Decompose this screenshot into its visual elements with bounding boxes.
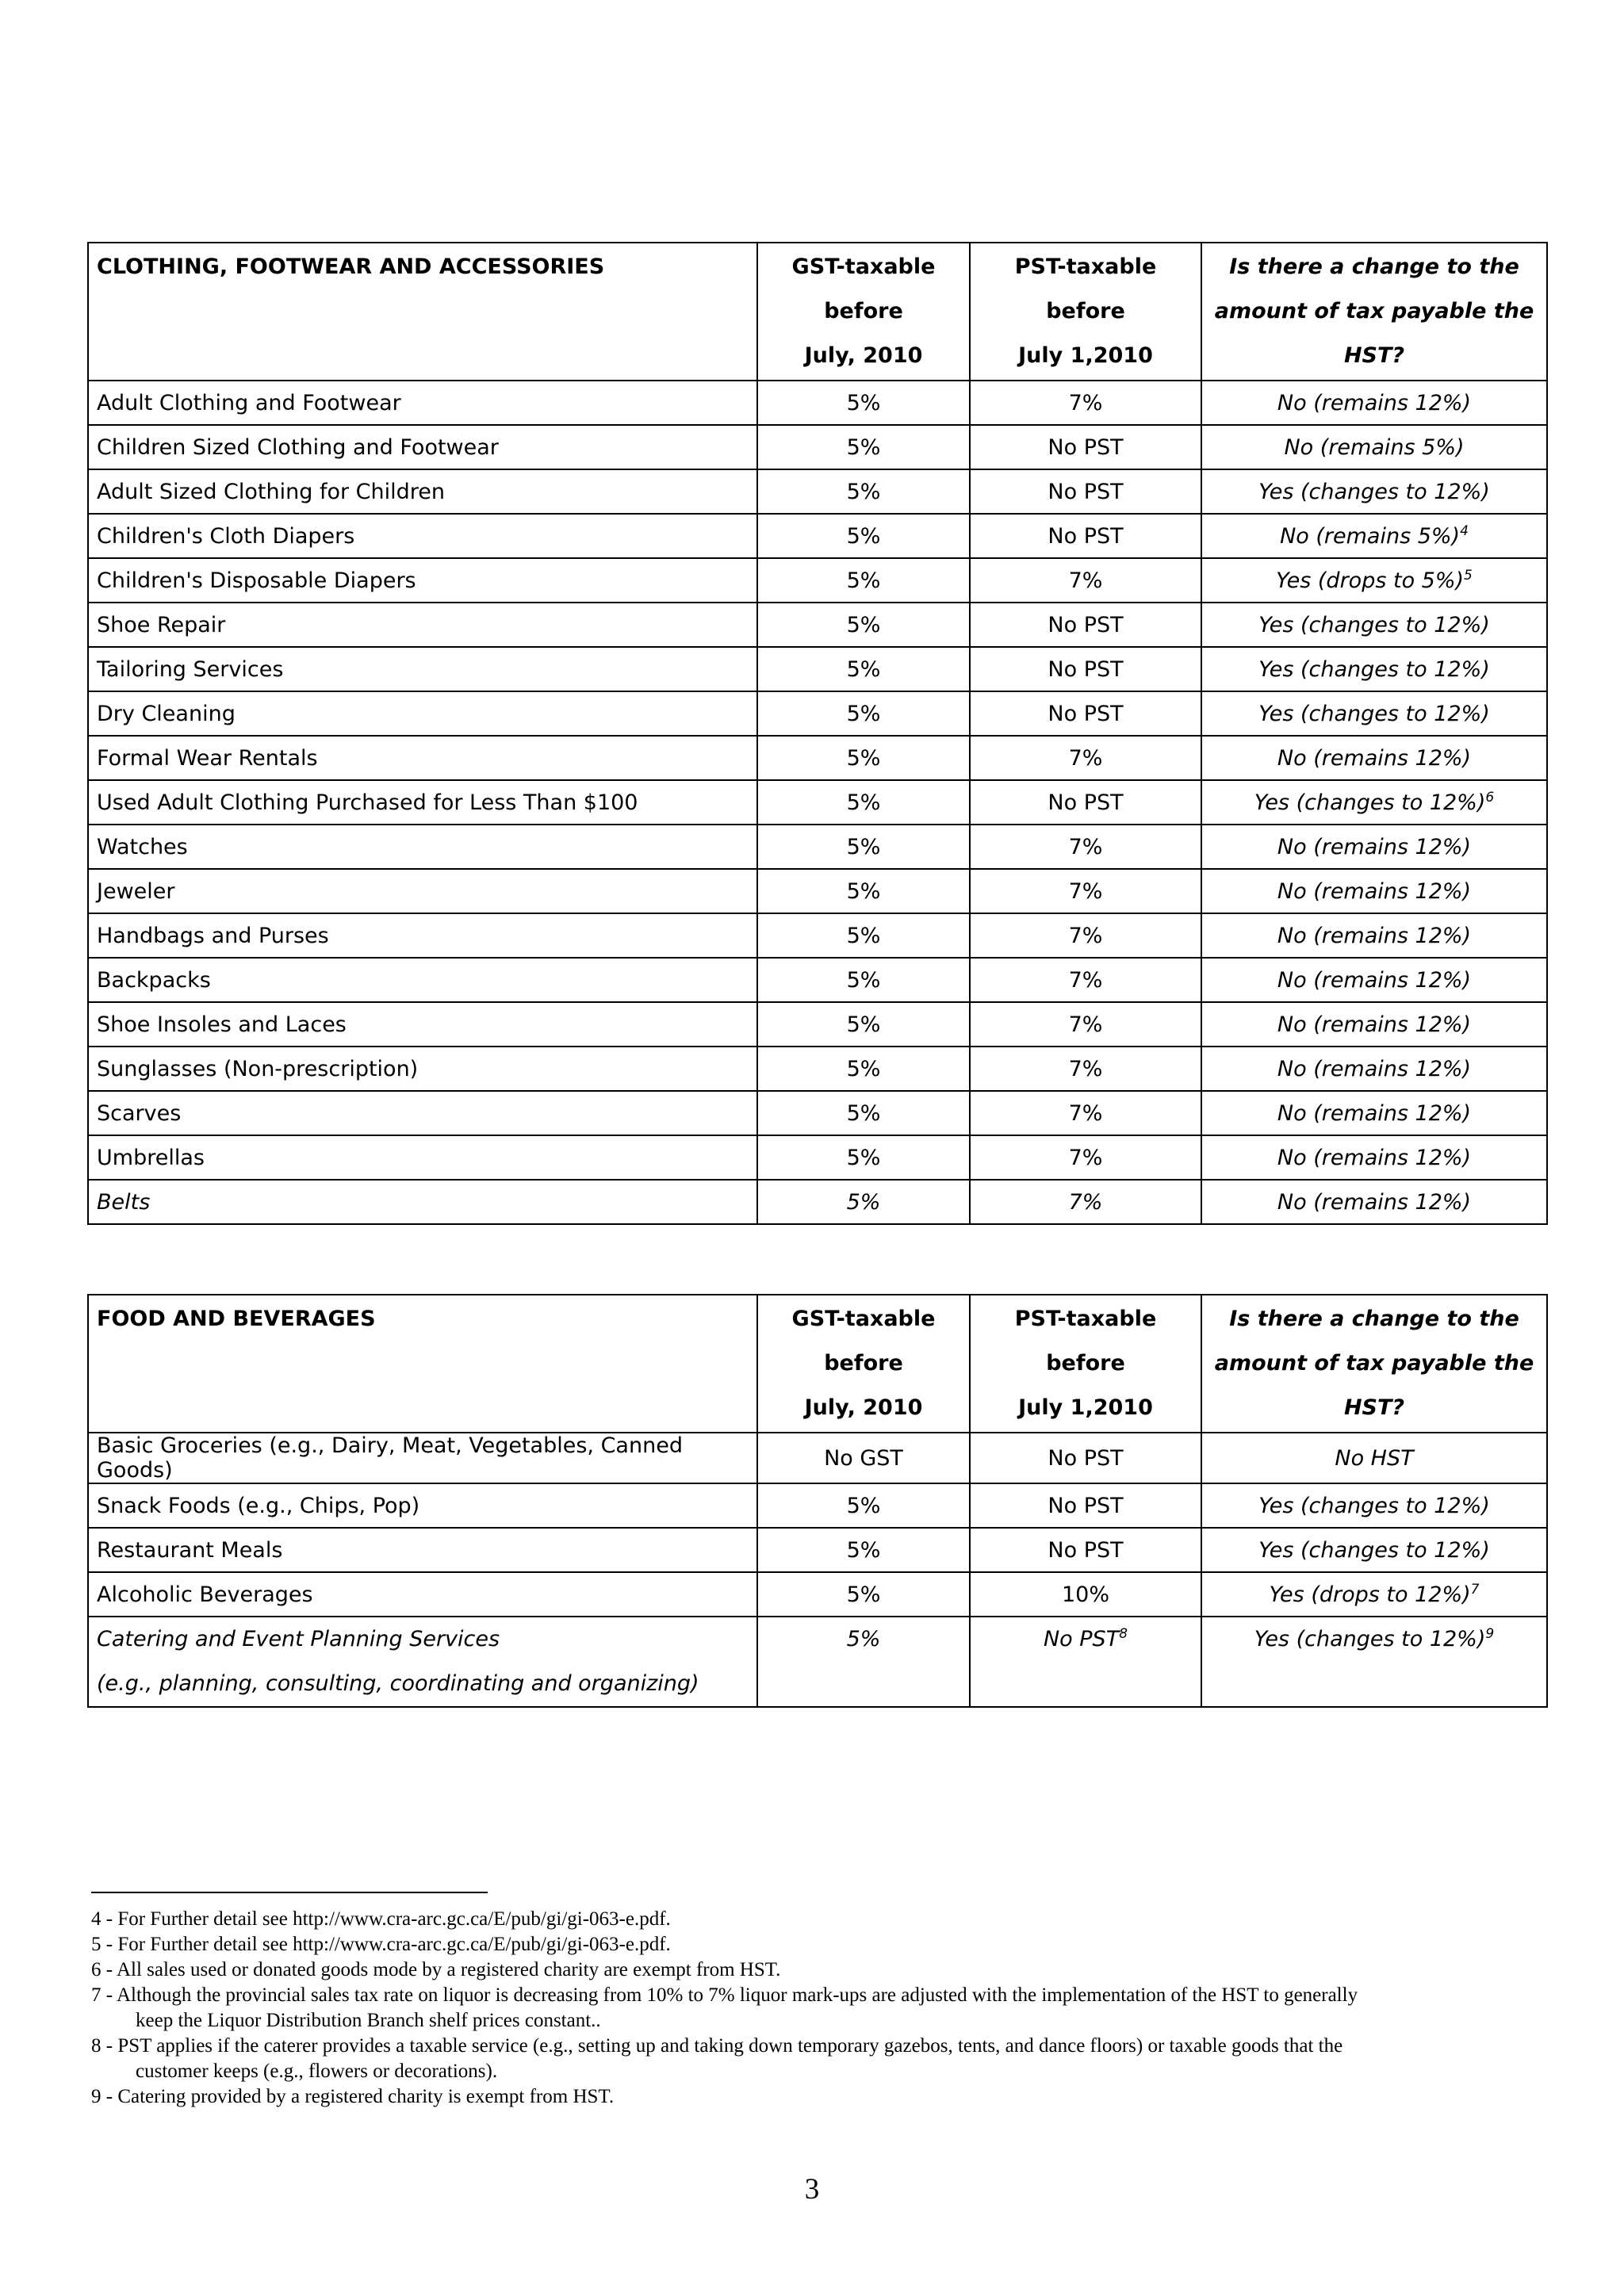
table-row <box>88 381 1547 425</box>
table-row <box>88 825 1547 869</box>
table-row <box>88 869 1547 913</box>
item-cell <box>88 869 757 913</box>
gst-cell: 5% <box>757 1617 970 1707</box>
footnote-text: - Although the provincial sales tax rate on liquor is decreasing from 10% to 7% liquor mark-ups are adjusted with the implementation of the HST to generally <box>105 1984 1358 2006</box>
hst-change-cell <box>1201 736 1547 780</box>
item-cell <box>88 736 757 780</box>
hst-change-cell <box>1201 780 1547 825</box>
hst-change-cell <box>1201 603 1547 647</box>
pst-cell <box>970 1091 1201 1135</box>
hst-change-cell <box>1201 691 1547 736</box>
hst-change-value: Yes (changes to 12%) <box>1254 790 1486 815</box>
hst-change-value: Yes (changes to 12%) <box>1258 612 1490 637</box>
pst-cell <box>970 1572 1201 1617</box>
pst-value: No PST <box>1048 612 1124 637</box>
hst-change-cell <box>1201 469 1547 514</box>
item-name: Dry Cleaning <box>97 701 236 726</box>
table-row <box>88 1483 1547 1528</box>
pst-header: PST-taxable before July 1,2010 <box>970 243 1201 381</box>
pst-value: 7% <box>1068 834 1103 859</box>
footnote <box>91 1983 1511 2034</box>
pst-value: 7% <box>1068 878 1103 904</box>
pst-value: No PST <box>1048 790 1124 815</box>
footnote-number: 6 <box>91 1959 102 1980</box>
hst-change-value: Yes (changes to 12%) <box>1258 701 1490 726</box>
gst-cell: No GST <box>757 1433 970 1483</box>
gst-cell: 5% <box>757 825 970 869</box>
pst-value: 7% <box>1068 745 1103 771</box>
pst-value: 7% <box>1068 1100 1103 1126</box>
footnote-text: - All sales used or donated goods mode by a registered charity are exempt from HST. <box>105 1959 781 1980</box>
footnote-ref: 8 <box>1119 1626 1128 1642</box>
hst-change-cell <box>1201 958 1547 1002</box>
footnote-text: - Catering provided by a registered charity is exempt from HST. <box>105 2086 615 2107</box>
item-cell <box>88 1617 757 1707</box>
pst-cell <box>970 1528 1201 1572</box>
pst-cell <box>970 425 1201 469</box>
table-row <box>88 691 1547 736</box>
footnote-text: - PST applies if the caterer provides a taxable service (e.g., setting up and taking down temporary gazebos, tents, and dance floors) or taxable goods that the <box>105 2035 1343 2057</box>
hst-change-value: Yes (changes to 12%) <box>1258 656 1490 682</box>
table-row <box>88 1180 1547 1224</box>
table-row <box>88 558 1547 603</box>
hst-change-value: No HST <box>1335 1445 1414 1471</box>
gst-cell: 5% <box>757 1572 970 1617</box>
table-row <box>88 1528 1547 1572</box>
item-name: Scarves <box>97 1100 182 1126</box>
gst-cell: 5% <box>757 869 970 913</box>
item-name: Shoe Repair <box>97 612 226 637</box>
pst-value: 7% <box>1068 923 1103 948</box>
footnote <box>91 1932 1511 1957</box>
footnote-separator <box>91 1892 488 1893</box>
table-row <box>88 780 1547 825</box>
pst-cell <box>970 1002 1201 1047</box>
hst-change-value: Yes (changes to 12%) <box>1258 1493 1490 1518</box>
hst-change-header: Is there a change to the amount of tax payable the HST? <box>1201 243 1547 381</box>
category-header: CLOTHING, FOOTWEAR AND ACCESSORIES <box>88 243 757 381</box>
pst-cell <box>970 558 1201 603</box>
footnote-number: 4 <box>91 1908 102 1930</box>
pst-cell <box>970 1617 1201 1707</box>
table-row <box>88 425 1547 469</box>
hst-change-cell <box>1201 647 1547 691</box>
hst-change-value: Yes (changes to 12%) <box>1254 1627 1486 1651</box>
pst-cell <box>970 1047 1201 1091</box>
hst-change-value: No (remains 12%) <box>1277 1056 1472 1081</box>
item-name: Shoe Insoles and Laces <box>97 1012 347 1037</box>
hst-change-cell <box>1201 558 1547 603</box>
footnote-number: 7 <box>91 1984 102 2006</box>
pst-cell <box>970 736 1201 780</box>
gst-cell: 5% <box>757 514 970 558</box>
item-cell <box>88 1572 757 1617</box>
hst-change-cell <box>1201 1483 1547 1528</box>
table-row <box>88 913 1547 958</box>
pst-value: No PST <box>1048 479 1124 504</box>
hst-change-value: No (remains 12%) <box>1277 1100 1472 1126</box>
pst-value: No PST <box>1048 701 1124 726</box>
gst-cell: 5% <box>757 1091 970 1135</box>
item-cell <box>88 1091 757 1135</box>
footnote-number: 5 <box>91 1934 102 1955</box>
item-name: Sunglasses (Non-prescription) <box>97 1056 419 1081</box>
footnotes <box>91 1907 1511 2110</box>
item-name: Formal Wear Rentals <box>97 745 318 771</box>
table-row <box>88 736 1547 780</box>
pst-cell <box>970 514 1201 558</box>
table-row <box>88 647 1547 691</box>
item-cell <box>88 1002 757 1047</box>
item-name: Handbags and Purses <box>97 923 329 948</box>
hst-change-cell <box>1201 1617 1547 1707</box>
footnote-number: 9 <box>91 2086 102 2107</box>
pst-value: No PST <box>1048 434 1124 460</box>
hst-change-value: No (remains 12%) <box>1277 1012 1472 1037</box>
footnote-text: - For Further detail see http://www.cra-arc.gc.ca/E/pub/gi/gi-063-e.pdf. <box>105 1908 671 1930</box>
item-cell <box>88 603 757 647</box>
item-cell <box>88 1047 757 1091</box>
item-name: Umbrellas <box>97 1145 205 1170</box>
item-cell <box>88 647 757 691</box>
table-row <box>88 1047 1547 1091</box>
hst-change-value: Yes (changes to 12%) <box>1258 1537 1490 1563</box>
gst-header: GST-taxable before July, 2010 <box>757 1295 970 1433</box>
item-name: Jeweler <box>97 878 175 904</box>
item-name: Children's Cloth Diapers <box>97 523 355 549</box>
food-table <box>87 1294 1548 1708</box>
pst-value: No PST <box>1048 1537 1124 1563</box>
item-name: Snack Foods (e.g., Chips, Pop) <box>97 1493 420 1518</box>
table-header-row <box>88 1295 1547 1433</box>
hst-change-cell <box>1201 425 1547 469</box>
item-cell <box>88 958 757 1002</box>
pst-value: 7% <box>1068 1012 1103 1037</box>
pst-value: 10% <box>1061 1582 1109 1607</box>
gst-cell: 5% <box>757 1528 970 1572</box>
hst-change-value: No (remains 12%) <box>1277 878 1472 904</box>
hst-change-value: No (remains 12%) <box>1277 390 1472 415</box>
footnote <box>91 1907 1511 1932</box>
hst-change-value: No (remains 12%) <box>1277 1189 1472 1215</box>
pst-cell <box>970 1135 1201 1180</box>
hst-change-cell <box>1201 1047 1547 1091</box>
pst-cell <box>970 780 1201 825</box>
footnote-number: 8 <box>91 2035 102 2057</box>
pst-cell <box>970 603 1201 647</box>
gst-cell: 5% <box>757 425 970 469</box>
page-number: 3 <box>804 2173 820 2206</box>
category-header: FOOD AND BEVERAGES <box>88 1295 757 1433</box>
hst-change-cell <box>1201 381 1547 425</box>
gst-cell: 5% <box>757 1135 970 1180</box>
pst-cell <box>970 869 1201 913</box>
gst-cell: 5% <box>757 958 970 1002</box>
pst-value: No PST <box>1048 1445 1124 1471</box>
hst-change-value: No (remains 12%) <box>1277 923 1472 948</box>
footnote-ref: 5 <box>1464 567 1473 584</box>
footnote-ref: 7 <box>1470 1581 1480 1598</box>
hst-change-cell <box>1201 514 1547 558</box>
pst-cell <box>970 647 1201 691</box>
pst-cell <box>970 1433 1201 1483</box>
hst-change-value: No (remains 5%) <box>1280 523 1461 549</box>
hst-change-cell <box>1201 1091 1547 1135</box>
gst-cell: 5% <box>757 1047 970 1091</box>
pst-value: 7% <box>1068 1056 1103 1081</box>
pst-value: 7% <box>1068 568 1103 593</box>
item-cell <box>88 469 757 514</box>
gst-cell: 5% <box>757 1180 970 1224</box>
clothing-table <box>87 242 1548 1225</box>
table-row <box>88 1617 1547 1707</box>
item-name: Children's Disposable Diapers <box>97 568 416 593</box>
hst-change-cell <box>1201 1528 1547 1572</box>
item-cell <box>88 1433 757 1483</box>
hst-change-value: No (remains 12%) <box>1277 967 1472 993</box>
item-cell <box>88 514 757 558</box>
gst-cell: 5% <box>757 1002 970 1047</box>
gst-cell: 5% <box>757 1483 970 1528</box>
table-row <box>88 958 1547 1002</box>
item-cell <box>88 691 757 736</box>
table-row <box>88 1091 1547 1135</box>
hst-change-value: No (remains 5%) <box>1284 434 1465 460</box>
footnote-text-continued: customer keeps (e.g., flowers or decorations). <box>136 2061 498 2082</box>
hst-change-value: Yes (drops to 5%) <box>1276 568 1465 593</box>
pst-value: 7% <box>1068 1145 1103 1170</box>
pst-value: 7% <box>1068 390 1103 415</box>
item-cell <box>88 1180 757 1224</box>
item-cell <box>88 558 757 603</box>
pst-cell <box>970 913 1201 958</box>
item-cell <box>88 1483 757 1528</box>
pst-cell <box>970 825 1201 869</box>
footnote-ref: 9 <box>1485 1626 1495 1642</box>
hst-change-cell <box>1201 1180 1547 1224</box>
table-row <box>88 1135 1547 1180</box>
table-header-row <box>88 243 1547 381</box>
table-row <box>88 603 1547 647</box>
hst-change-header: Is there a change to the amount of tax payable the HST? <box>1201 1295 1547 1433</box>
table-row <box>88 469 1547 514</box>
hst-change-cell <box>1201 1002 1547 1047</box>
footnote <box>91 2034 1511 2084</box>
gst-cell: 5% <box>757 780 970 825</box>
table-row <box>88 514 1547 558</box>
item-name: Basic Groceries (e.g., Dairy, Meat, Vegetables, Canned Goods) <box>97 1433 683 1483</box>
hst-change-cell <box>1201 869 1547 913</box>
gst-cell: 5% <box>757 913 970 958</box>
pst-cell <box>970 1483 1201 1528</box>
pst-cell <box>970 958 1201 1002</box>
pst-value: No PST <box>1043 1627 1120 1651</box>
gst-cell: 5% <box>757 647 970 691</box>
gst-cell: 5% <box>757 381 970 425</box>
item-name: Alcoholic Beverages <box>97 1582 313 1607</box>
item-note: (e.g., planning, consulting, coordinating and organizing) <box>97 1671 699 1696</box>
item-cell <box>88 381 757 425</box>
gst-cell: 5% <box>757 736 970 780</box>
item-name: Belts <box>97 1189 151 1215</box>
footnote <box>91 2084 1511 2110</box>
hst-change-cell <box>1201 1572 1547 1617</box>
pst-header: PST-taxable before July 1,2010 <box>970 1295 1201 1433</box>
item-cell <box>88 825 757 869</box>
pst-cell <box>970 469 1201 514</box>
footnote-ref: 6 <box>1485 789 1495 806</box>
pst-value: No PST <box>1048 656 1124 682</box>
hst-change-cell <box>1201 825 1547 869</box>
hst-change-cell <box>1201 1433 1547 1483</box>
footnote-text-continued: keep the Liquor Distribution Branch shelf prices constant.. <box>136 2010 601 2031</box>
pst-value: No PST <box>1048 1493 1124 1518</box>
item-name: Catering and Event Planning Services <box>97 1627 500 1651</box>
footnote-ref: 4 <box>1460 522 1469 539</box>
pst-value: 7% <box>1068 967 1103 993</box>
item-name: Children Sized Clothing and Footwear <box>97 434 499 460</box>
item-name: Adult Sized Clothing for Children <box>97 479 446 504</box>
item-name: Backpacks <box>97 967 211 993</box>
gst-cell: 5% <box>757 691 970 736</box>
gst-cell: 5% <box>757 469 970 514</box>
pst-cell <box>970 1180 1201 1224</box>
pst-cell <box>970 381 1201 425</box>
hst-change-value: No (remains 12%) <box>1277 834 1472 859</box>
pst-cell <box>970 691 1201 736</box>
table-row <box>88 1002 1547 1047</box>
gst-cell: 5% <box>757 603 970 647</box>
item-name: Watches <box>97 834 188 859</box>
pst-value: 7% <box>1068 1189 1103 1215</box>
item-name: Restaurant Meals <box>97 1537 283 1563</box>
hst-change-cell <box>1201 1135 1547 1180</box>
gst-header: GST-taxable before July, 2010 <box>757 243 970 381</box>
table-row <box>88 1433 1547 1483</box>
hst-change-value: Yes (drops to 12%) <box>1269 1582 1471 1607</box>
hst-change-value: No (remains 12%) <box>1277 745 1472 771</box>
item-cell <box>88 425 757 469</box>
hst-change-cell <box>1201 913 1547 958</box>
hst-change-value: Yes (changes to 12%) <box>1258 479 1490 504</box>
table-row <box>88 1572 1547 1617</box>
footnote-text: - For Further detail see http://www.cra-arc.gc.ca/E/pub/gi/gi-063-e.pdf. <box>105 1934 671 1955</box>
item-name: Tailoring Services <box>97 656 284 682</box>
item-cell <box>88 1135 757 1180</box>
item-name: Adult Clothing and Footwear <box>97 390 401 415</box>
item-cell <box>88 1528 757 1572</box>
item-cell <box>88 780 757 825</box>
item-cell <box>88 913 757 958</box>
pst-value: No PST <box>1048 523 1124 549</box>
item-name: Used Adult Clothing Purchased for Less Than $100 <box>97 790 638 815</box>
hst-change-value: No (remains 12%) <box>1277 1145 1472 1170</box>
footnote <box>91 1957 1511 1983</box>
gst-cell: 5% <box>757 558 970 603</box>
